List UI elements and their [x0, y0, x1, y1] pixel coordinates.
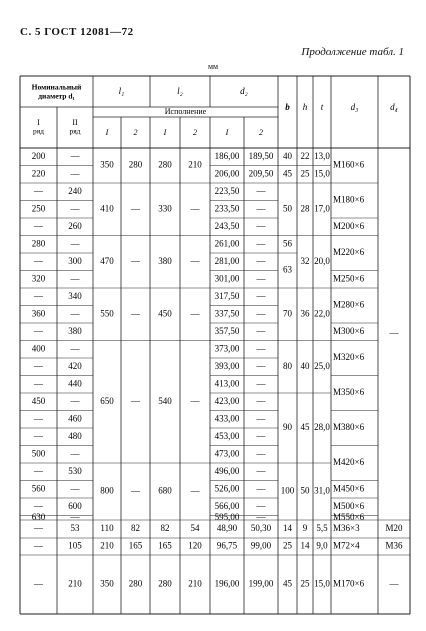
header-l1: l₁: [118, 86, 125, 97]
l1-exec2-value: —: [131, 255, 140, 266]
d2-exec1-value: 337,50: [214, 308, 240, 319]
d2-exec1-value: 186,00: [214, 150, 240, 161]
t-value: 25,0: [314, 360, 330, 371]
t-value: 5,5: [316, 523, 328, 534]
row2-value: 600: [68, 500, 82, 511]
d2-exec2-value: —: [256, 465, 266, 476]
d2-exec2-value: —: [256, 395, 266, 406]
header-nominal-line2: диаметр d₁: [38, 91, 75, 101]
l2-exec2-value: —: [190, 308, 200, 319]
row1-value: —: [34, 540, 43, 551]
d4-value: М20: [385, 523, 403, 534]
header-execution-variant: I: [105, 127, 109, 137]
d4-value: М36: [385, 540, 403, 551]
row1-value: —: [34, 430, 43, 441]
row2-value: 340: [68, 290, 82, 301]
row1-value: 280: [31, 238, 46, 249]
d2-exec1-value: 281,00: [214, 255, 240, 266]
header-d3: d₃: [350, 102, 359, 113]
row2-value: —: [70, 203, 80, 214]
b-value: 80: [283, 360, 292, 371]
d3-value: М170×6: [333, 578, 365, 589]
h-value: 36: [300, 308, 310, 319]
row1-value: —: [34, 255, 43, 266]
page-header: С. 5 ГОСТ 12081—72: [20, 26, 134, 38]
row1-value: 500: [31, 448, 46, 459]
h-value: 45: [300, 422, 310, 433]
d2-exec1-value: 223,50: [214, 185, 240, 196]
row2-value: 260: [68, 220, 82, 231]
header-row2-word: ряд: [69, 126, 81, 136]
l2-exec2-value: —: [190, 203, 200, 214]
l2-exec2-value: —: [190, 485, 200, 496]
l2-exec2-value: 54: [190, 523, 200, 534]
l2-exec1-value: 82: [160, 523, 170, 534]
row2-value: —: [70, 308, 80, 319]
row2-value: —: [70, 395, 80, 406]
d2-exec2-value: —: [256, 238, 266, 249]
t-value: 17,0: [314, 203, 330, 214]
d2-exec2-value: —: [256, 325, 266, 336]
row1-value: 220: [31, 168, 46, 179]
d2-exec2-value: —: [256, 483, 266, 494]
row2-value: 420: [68, 360, 82, 371]
d3-value: М160×6: [333, 159, 365, 170]
row2-value: 380: [68, 325, 82, 336]
d2-exec2-value: —: [256, 360, 266, 371]
row2-value: —: [70, 343, 80, 354]
d2-exec2-value: —: [256, 413, 266, 424]
row2-value: —: [70, 448, 80, 459]
d3-value: М320×6: [333, 352, 365, 363]
header-l2: l₂: [177, 86, 183, 97]
b-value: 70: [283, 308, 292, 319]
row2-value: —: [70, 511, 80, 522]
d2-exec2-value: 189,50: [248, 150, 274, 161]
d2-exec1-value: 233,50: [214, 203, 240, 214]
t-value: 28,0: [314, 422, 330, 433]
d2-exec2-value: 50,30: [250, 523, 272, 534]
header-execution: Исполнение: [164, 106, 207, 116]
row1-value: 630: [31, 511, 46, 522]
header-row2-roman: II: [72, 117, 78, 127]
b-value: 90: [283, 422, 292, 433]
row2-value: —: [70, 273, 80, 284]
b-value: 50: [283, 203, 292, 214]
d3-value: М350×6: [333, 387, 365, 398]
b-value: 56: [283, 238, 292, 249]
d2-exec1-value: 393,00: [214, 360, 240, 371]
d3-value: М500×6: [333, 500, 365, 511]
d2-exec1-value: 496,00: [214, 465, 240, 476]
row2-value: —: [70, 168, 80, 179]
d2-exec1-value: 373,00: [214, 343, 240, 354]
d2-exec1-value: 196,00: [214, 578, 240, 589]
l2-exec1-value: 165: [158, 540, 172, 551]
t-value: 13,0: [314, 150, 330, 161]
d2-exec2-value: —: [256, 203, 266, 214]
b-value: 100: [280, 485, 295, 496]
h-value: 22: [300, 150, 310, 161]
d2-exec2-value: —: [256, 500, 266, 511]
l1-exec1-value: 110: [100, 523, 114, 534]
table-continuation-label: Продолжение табл. 1: [301, 46, 404, 58]
row1-value: 200: [31, 150, 46, 161]
h-value: 25: [300, 168, 310, 179]
b-value: 45: [283, 578, 292, 589]
header-h: h: [302, 102, 308, 113]
t-value: 15,0: [314, 578, 330, 589]
d3-value: М36×3: [333, 523, 360, 534]
l2-exec1-value: 280: [158, 578, 172, 589]
l2-exec1-value: 280: [158, 159, 172, 170]
header-execution-variant: 2: [193, 127, 197, 137]
header-b: b: [285, 102, 290, 113]
l1-exec2-value: 280: [128, 159, 143, 170]
h-value: 9: [302, 523, 308, 534]
h-value: 28: [300, 203, 310, 214]
row1-value: 250: [31, 203, 46, 214]
b-value: 25: [283, 540, 292, 551]
d2-exec2-value: —: [256, 511, 266, 522]
l2-exec1-value: 330: [158, 203, 172, 214]
row1-value: 450: [31, 395, 46, 406]
l1-exec1-value: 550: [100, 308, 114, 319]
d3-value: М380×6: [333, 422, 365, 433]
header-execution-variant: I: [163, 127, 167, 137]
l2-exec2-value: 210: [188, 159, 202, 170]
d4-value: —: [389, 328, 399, 339]
l1-exec1-value: 800: [100, 485, 114, 496]
d2-exec2-value: 209,50: [248, 168, 274, 179]
l1-exec2-value: —: [131, 308, 140, 319]
d3-value: М250×6: [333, 273, 365, 284]
t-value: 31,0: [314, 485, 330, 496]
b-value: 63: [283, 264, 292, 275]
l1-exec1-value: 210: [100, 540, 114, 551]
l2-exec1-value: 540: [158, 395, 172, 406]
d2-exec2-value: —: [256, 430, 266, 441]
row1-value: 320: [31, 273, 46, 284]
l1-exec1-value: 470: [100, 255, 114, 266]
h-value: 14: [300, 540, 310, 551]
d2-exec2-value: —: [256, 290, 266, 301]
d2-exec1-value: 48,90: [216, 523, 238, 534]
d3-value: М280×6: [333, 299, 365, 310]
d3-value: М72×4: [333, 540, 360, 551]
l1-exec1-value: 410: [100, 203, 114, 214]
row1-value: —: [34, 378, 43, 389]
d2-exec1-value: 433,00: [214, 413, 240, 424]
row1-value: —: [34, 360, 43, 371]
l1-exec1-value: 350: [100, 159, 114, 170]
l1-exec2-value: 165: [128, 540, 143, 551]
header-d2: d₂: [240, 86, 248, 97]
row2-value: 530: [68, 465, 82, 476]
d2-exec2-value: —: [256, 220, 266, 231]
header-d4: d₄: [390, 102, 398, 113]
d2-exec2-value: —: [256, 185, 266, 196]
row2-value: —: [70, 238, 80, 249]
d3-value: М550×6: [333, 511, 365, 522]
row2-value: 300: [68, 255, 82, 266]
d2-exec2-value: —: [256, 448, 266, 459]
l2-exec1-value: 680: [158, 485, 172, 496]
row1-value: —: [34, 578, 43, 589]
d2-exec2-value: —: [256, 255, 266, 266]
row2-value: 105: [68, 540, 82, 551]
l2-exec2-value: 120: [188, 540, 202, 551]
row2-value: 480: [68, 430, 82, 441]
d4-value: —: [389, 578, 399, 589]
l1-exec1-value: 350: [100, 578, 114, 589]
d3-value: М220×6: [333, 247, 365, 258]
d2-exec1-value: 423,00: [214, 395, 240, 406]
d2-exec1-value: 96,75: [216, 540, 238, 551]
row1-value: —: [34, 185, 43, 196]
d3-value: М180×6: [333, 194, 365, 205]
l2-exec2-value: —: [190, 255, 200, 266]
d2-exec1-value: 413,00: [214, 378, 240, 389]
row2-value: 53: [70, 523, 80, 534]
t-value: 20,0: [314, 255, 330, 266]
d3-value: М200×6: [333, 220, 365, 231]
row2-value: 440: [68, 378, 82, 389]
row1-value: —: [34, 413, 43, 424]
header-t: t: [320, 102, 324, 113]
header-row1-word: ряд: [32, 126, 45, 136]
d2-exec2-value: —: [256, 273, 266, 284]
h-value: 50: [300, 485, 310, 496]
row1-value: —: [34, 465, 43, 476]
row1-value: —: [34, 500, 43, 511]
row2-value: 460: [68, 413, 82, 424]
l1-exec2-value: —: [131, 203, 140, 214]
row2-value: 240: [68, 185, 82, 196]
h-value: 32: [300, 255, 310, 266]
d2-exec1-value: 453,00: [214, 430, 240, 441]
b-value: 45: [283, 168, 292, 179]
d2-exec1-value: 243,50: [214, 220, 240, 231]
b-value: 14: [283, 523, 292, 534]
d2-exec1-value: 473,00: [214, 448, 240, 459]
t-value: 22,0: [314, 308, 330, 319]
l2-exec1-value: 450: [158, 308, 172, 319]
l1-exec2-value: 82: [131, 523, 140, 534]
row2-value: —: [70, 150, 80, 161]
d2-exec1-value: 566,00: [214, 500, 240, 511]
d2-exec2-value: —: [256, 378, 266, 389]
header-execution-variant: I: [225, 127, 229, 137]
row2-value: —: [70, 483, 80, 494]
d2-exec1-value: 301,00: [214, 273, 240, 284]
h-value: 40: [300, 360, 310, 371]
header-execution-variant: 2: [259, 127, 263, 137]
l1-exec1-value: 650: [100, 395, 114, 406]
header-execution-variant: 2: [133, 127, 138, 137]
l1-exec2-value: 280: [128, 578, 143, 589]
d2-exec1-value: 595,00: [214, 511, 240, 522]
row1-value: 560: [31, 483, 46, 494]
l2-exec2-value: 210: [188, 578, 202, 589]
d2-exec2-value: 199,00: [248, 578, 274, 589]
d2-exec2-value: 99,00: [250, 540, 272, 551]
t-value: 15,0: [314, 168, 330, 179]
d2-exec1-value: 261,00: [214, 238, 240, 249]
d3-value: М420×6: [333, 457, 365, 468]
row1-value: —: [34, 290, 43, 301]
l1-exec2-value: —: [131, 395, 140, 406]
d3-value: М300×6: [333, 325, 365, 336]
row1-value: 400: [31, 343, 46, 354]
l2-exec1-value: 380: [158, 255, 172, 266]
l1-exec2-value: —: [131, 485, 140, 496]
row1-value: —: [34, 220, 43, 231]
d3-value: М450×6: [333, 483, 365, 494]
d2-exec1-value: 317,50: [214, 290, 240, 301]
row1-value: —: [34, 325, 43, 336]
header-row1-roman: I: [37, 117, 40, 127]
b-value: 40: [283, 150, 292, 161]
d2-exec2-value: —: [256, 343, 266, 354]
h-value: 25: [300, 578, 310, 589]
t-value: 9,0: [316, 540, 328, 551]
row1-value: —: [34, 523, 43, 534]
row2-value: 210: [68, 578, 82, 589]
row1-value: 360: [31, 308, 46, 319]
d2-exec1-value: 526,00: [214, 483, 240, 494]
d2-exec1-value: 357,50: [214, 325, 240, 336]
header-nominal-line1: Номинальный: [31, 82, 82, 92]
d2-exec1-value: 206,00: [214, 168, 240, 179]
d2-exec2-value: —: [256, 308, 266, 319]
l2-exec2-value: —: [190, 395, 200, 406]
unit-label: мм: [207, 62, 219, 71]
